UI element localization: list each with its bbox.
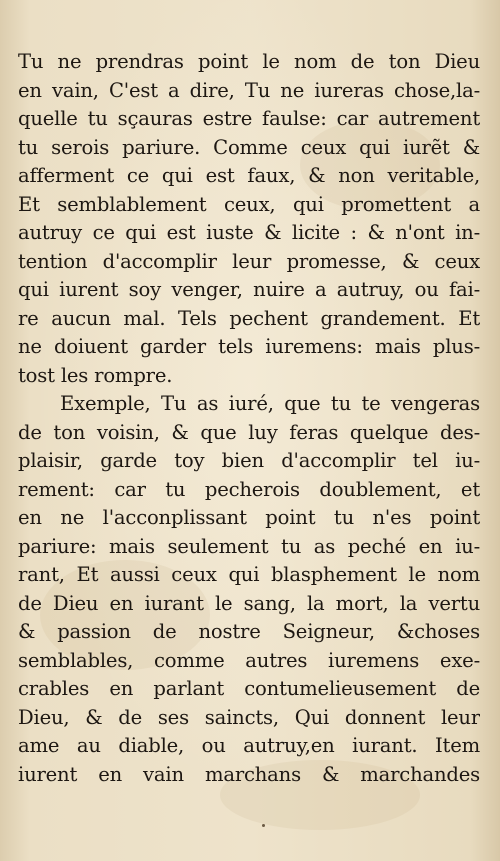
text-line: & passion de nostre Seigneur, &choses <box>18 620 480 643</box>
text-line: de Dieu en iurant le sang, la mort, la vertu <box>18 591 480 615</box>
text-line: Tu ne prendras point le nom de ton Dieu <box>18 50 480 73</box>
text-line: rant, Et aussi ceux qui blasphement le nom <box>18 563 480 586</box>
text-line: en vain, C'est a dire, Tu ne iureras chose,la- <box>18 78 480 102</box>
page-text <box>18 48 480 789</box>
text-line: tention d'accomplir leur promesse, & ceux <box>18 249 480 273</box>
text-line: re aucun mal. Tels pechent grandement. Et <box>18 306 480 330</box>
text-line: ne doiuent garder tels iuremens: mais plus- <box>18 335 480 358</box>
text-line: en ne l'acconplissant point tu n'es point <box>18 506 480 529</box>
text-line: de ton voisin, & que luy feras quelque des- <box>18 420 480 444</box>
text-line: quelle tu sçauras estre faulse: car autrement <box>18 107 480 130</box>
text-line: autruy ce qui est iuste & licite : & n'ont in- <box>18 221 480 244</box>
text-line: qui iurent soy venger, nuire a autruy, ou fai- <box>18 278 480 301</box>
text-line: Dieu, & de ses saincts, Qui donnent leur <box>18 705 480 729</box>
text-line: ame au diable, ou autruy,en iurant. Item <box>18 734 480 757</box>
text-line: iurent en vain marchans & marchandes <box>18 762 480 786</box>
text-line: rement: car tu pecherois doublement, et <box>18 477 480 501</box>
ink-dot <box>262 824 265 827</box>
paragraph <box>18 390 480 789</box>
text-line: semblables, comme autres iuremens exe- <box>18 648 480 672</box>
text-line: tost les rompre. <box>18 363 173 387</box>
text-line: afferment ce qui est faux, & non veritable, <box>18 164 480 187</box>
text-line: plaisir, garde toy bien d'accomplir tel iu- <box>18 449 480 472</box>
text-line: tu serois pariure. Comme ceux qui iurẽt & <box>18 135 480 159</box>
text-line: crables en parlant contumelieusement de <box>18 677 480 700</box>
text-line: Et semblablement ceux, qui promettent a <box>18 192 480 216</box>
paragraph <box>18 48 480 390</box>
text-line: pariure: mais seulement tu as peché en iu- <box>18 534 480 558</box>
text-line: Exemple, Tu as iuré, que tu te vengeras <box>60 392 480 415</box>
